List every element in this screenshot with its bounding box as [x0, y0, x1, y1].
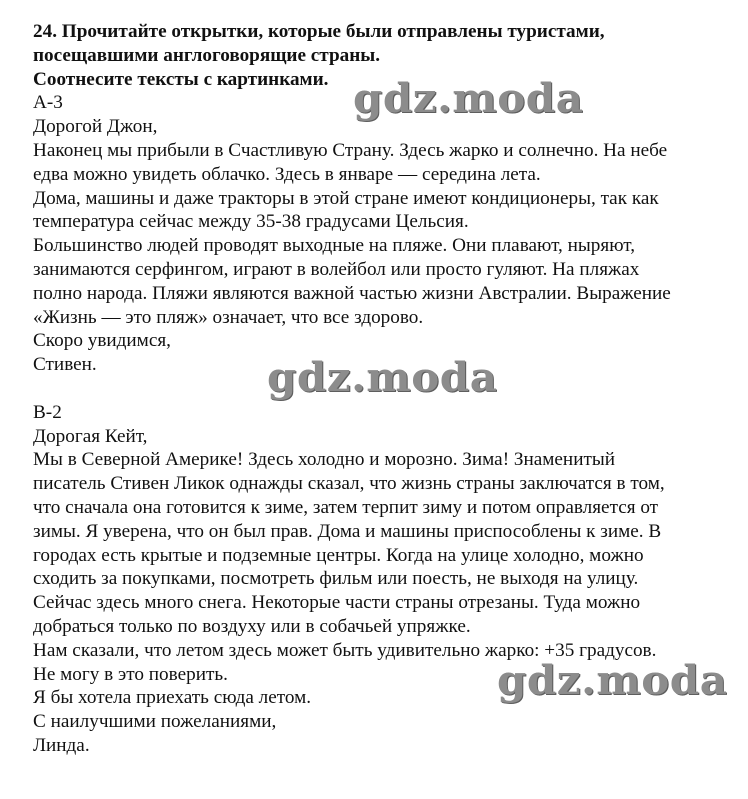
postcard-line: полно народа. Пляжи являются важной частью жизни Австралии. Выражение	[33, 282, 671, 304]
postcard-line: Сейчас здесь много снега. Некоторые части страны отрезаны. Туда можно	[33, 592, 641, 614]
exercise-title	[33, 20, 738, 91]
postcard-line: Не могу в это поверить.	[33, 663, 228, 685]
postcard-line: зимы. Я уверена, что он был прав. Дома и машины приспособлены к зиме. В	[33, 520, 662, 542]
answer-label: В-2	[33, 401, 62, 423]
spacer-line	[33, 377, 738, 401]
postcard-line: «Жизнь — это пляж» означает, что все здорово.	[33, 306, 424, 328]
postcard-line: Я бы хотела приехать сюда летом.	[33, 687, 312, 709]
postcard-line: сходить за покупками, посмотреть фильм или поесть, не выходя на улицу.	[33, 568, 639, 590]
postcard-line: городах есть крытые и подземные центры. Когда на улице холодно, можно	[33, 544, 644, 566]
postcard-line: Мы в Северной Америке! Здесь холодно и морозно. Зима! Знаменитый	[33, 449, 616, 471]
title-line: 24. Прочитайте открытки, которые были отправлены туристами,	[33, 21, 605, 42]
answer-a	[33, 91, 738, 377]
postcard-line: С наилучшими пожеланиями,	[33, 711, 277, 733]
postcard-line: Дорогая Кейт,	[33, 425, 148, 447]
postcard-line: едва можно увидеть облачко. Здесь в январе — середина лета.	[33, 163, 541, 185]
postcard-line: Большинство людей проводят выходные на пляже. Они плавают, ныряют,	[33, 235, 636, 257]
postcard-line: Стивен.	[33, 354, 97, 376]
postcard-line: добраться только по воздуху или в собачьей упряжке.	[33, 615, 471, 637]
answer-b	[33, 401, 738, 758]
postcard-line: писатель Стивен Ликок однажды сказал, что жизнь страны заключатся в том,	[33, 473, 665, 495]
postcard-line: Скоро увидимся,	[33, 330, 171, 352]
exercise-page	[33, 20, 738, 758]
postcard-line: Дорогой Джон,	[33, 116, 158, 138]
postcard-line: занимаются серфингом, играют в волейбол или просто гуляют. На пляжах	[33, 258, 640, 280]
postcard-line: Линда.	[33, 734, 90, 756]
title-line: посещавшими англоговорящие страны.	[33, 44, 381, 66]
watermark: gdz.moda	[497, 657, 728, 704]
postcard-line: Наконец мы прибыли в Счастливую Страну. Здесь жарко и солнечно. На небе	[33, 139, 668, 161]
postcard-line: температура сейчас между 35-38 градусами Цельсия.	[33, 211, 469, 233]
postcard-line: что сначала она готовится к зиме, затем терпит зиму и потом оправляется от	[33, 496, 659, 518]
postcard-line: Дома, машины и даже тракторы в этой стране имеют кондиционеры, так как	[33, 187, 659, 209]
postcard-line: Нам сказали, что летом здесь может быть удивительно жарко: +35 градусов.	[33, 639, 657, 661]
watermark: gdz.moda	[353, 75, 584, 122]
watermark: gdz.moda	[267, 354, 498, 401]
answer-label: А-3	[33, 92, 63, 114]
title-line: Соотнесите тексты с картинками.	[33, 68, 329, 90]
